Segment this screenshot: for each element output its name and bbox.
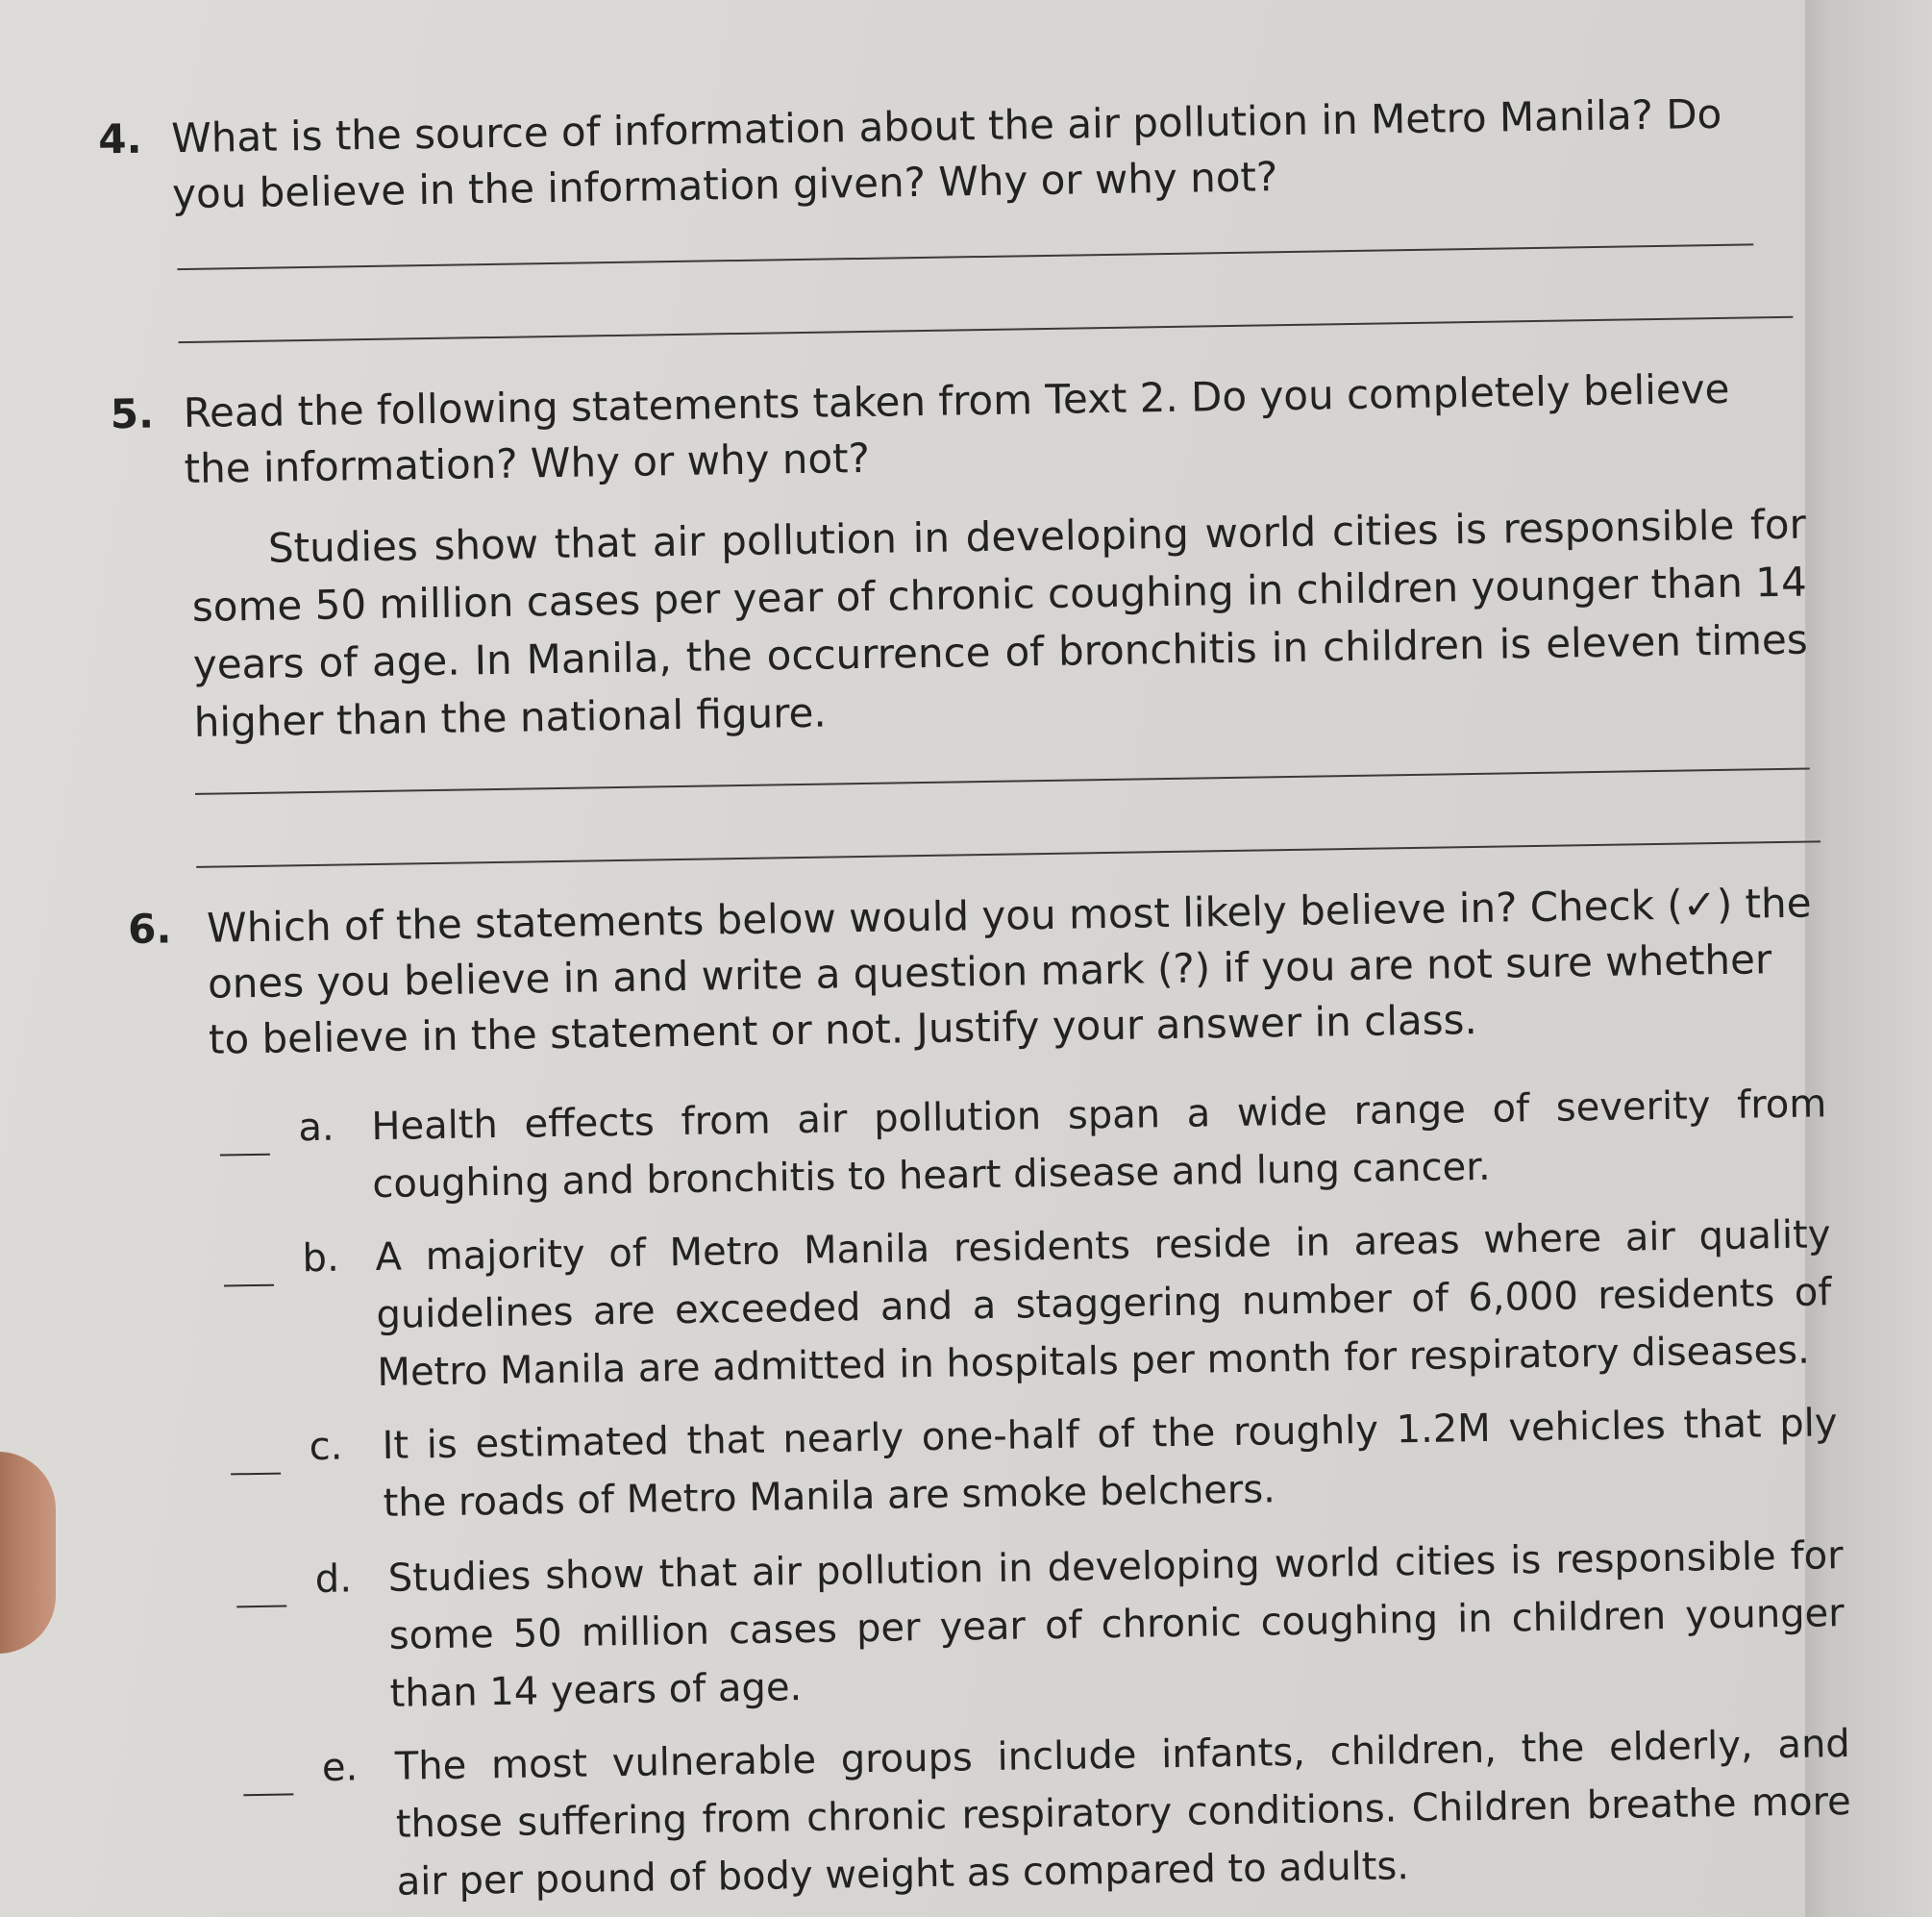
answer-blank[interactable] bbox=[224, 1284, 274, 1287]
question-4 bbox=[98, 86, 1782, 223]
item-letter: e. bbox=[321, 1745, 359, 1790]
answer-line[interactable] bbox=[179, 316, 1794, 343]
question-6 bbox=[128, 875, 1822, 1069]
question-text: Read the following statements taken from Text 2. Do you completely believe the information? Why or why not? bbox=[183, 364, 1730, 493]
answer-blank[interactable] bbox=[231, 1473, 281, 1476]
statement-item bbox=[314, 1527, 1845, 1724]
item-text: Health effects from air pollution span a wide range of severity from coughing and bronchitis to heart disease and lung cancer. bbox=[371, 1082, 1827, 1207]
question-number: 4. bbox=[97, 114, 142, 163]
item-letter: a. bbox=[298, 1105, 335, 1151]
statement-item bbox=[321, 1715, 1852, 1912]
statement-item bbox=[302, 1206, 1833, 1403]
question-number: 6. bbox=[127, 905, 172, 954]
answer-line[interactable] bbox=[196, 840, 1821, 868]
item-letter: d. bbox=[314, 1556, 353, 1603]
item-text: The most vulnerable groups include infants, children, the elderly, and those suffering from chronic respiratory conditions. Children breathe more air per pound of body weight as compared to adults. bbox=[394, 1721, 1852, 1905]
question-text: Which of the statements below would you most likely believe in? Check (✓) the ones you believe in and write a question mark (?) if you are not sure whether to believe in the statement or not. Justify your answer in class. bbox=[206, 879, 1812, 1063]
question-text: What is the source of information about the air pollution in Metro Manila? Do you believe in the information given? Why or why not? bbox=[170, 89, 1722, 218]
item-text: A majority of Metro Manila residents reside in areas where air quality guidelines are exceeded and a staggering number of 6,000 residents of Metro Manila are admitted in hospitals per month for respiratory diseases. bbox=[375, 1212, 1832, 1396]
answer-blank[interactable] bbox=[236, 1606, 286, 1608]
item-letter: c. bbox=[309, 1424, 343, 1470]
quoted-statement: Studies show that air pollution in developing world cities is responsible for some 50 million cases per year of chronic coughing in children younger than 14 years of age. In Manila, the occurrence of bronchitis in children is eleven times higher than the national figure. bbox=[191, 500, 1809, 746]
statement-item bbox=[309, 1394, 1839, 1533]
question-5 bbox=[110, 361, 1794, 498]
item-letter: b. bbox=[302, 1235, 340, 1282]
answer-blank[interactable] bbox=[220, 1154, 270, 1157]
answer-line[interactable] bbox=[195, 768, 1810, 795]
item-text: It is estimated that nearly one-half of the roughly 1.2M vehicles that ply the roads of Metro Manila are smoke belchers. bbox=[382, 1401, 1838, 1526]
statement-item bbox=[298, 1075, 1828, 1214]
question-number: 5. bbox=[110, 389, 155, 438]
answer-blank[interactable] bbox=[243, 1793, 293, 1796]
item-text: Studies show that air pollution in developing world cities is responsible for some 50 million cases per year of chronic coughing in children younger than 14 years of age. bbox=[387, 1533, 1845, 1716]
answer-line[interactable] bbox=[177, 243, 1753, 270]
